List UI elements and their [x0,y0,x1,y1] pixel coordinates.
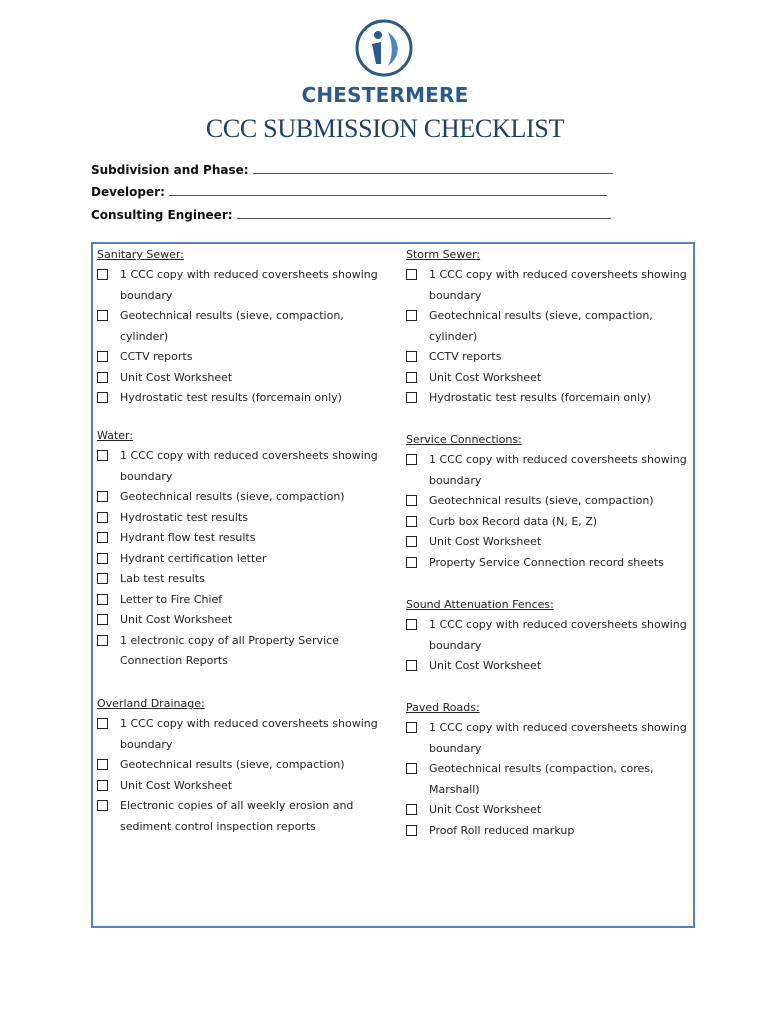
checklist-item-label: Geotechnical results (sieve, compaction) [429,494,654,507]
checkbox[interactable] [406,351,417,362]
checklist-item-label: Geotechnical results (sieve, compaction, cylinder) [429,309,653,343]
checklist-item-label: Property Service Connection record sheets [429,555,664,569]
checkbox[interactable] [97,635,108,646]
checklist-item-label: Hydrostatic test results (forcemain only) [429,391,651,404]
checklist-item [406,512,691,533]
checkbox[interactable] [97,532,108,543]
section-storm-sewer [406,245,691,409]
checkbox[interactable] [97,594,108,605]
checkbox[interactable] [97,780,108,791]
section-title: Sound Attenuation Fences: [406,598,554,611]
checklist-item-label: Electronic copies of all weekly erosion and sediment control inspection reports [120,799,354,833]
checklist-item [97,306,387,347]
checklist-item [97,796,387,837]
checkbox[interactable] [97,614,108,625]
checklist-item-label: Geotechnical results (sieve, compaction) [120,490,345,503]
checklist-item-label: Hydrostatic test results (forcemain only) [120,391,342,404]
checklist-item [97,388,387,409]
section-title: Sanitary Sewer: [97,248,184,261]
checklist-item-label: Geotechnical results (sieve, compaction, cylinder) [120,309,344,343]
checkbox[interactable] [406,557,417,568]
checklist-item-label: Unit Cost Worksheet [120,613,233,626]
checklist-item-label: Geotechnical results (compaction, cores, Marshall) [429,762,654,796]
checkbox[interactable] [97,450,108,461]
checklist-item-label: Unit Cost Worksheet [120,778,233,792]
checklist-item [97,487,387,508]
checklist-item-label: 1 CCC copy with reduced coversheets showing boundary [429,453,687,487]
checklist-item-label: 1 CCC copy with reduced coversheets showing boundary [429,721,687,755]
checklist-item [97,368,387,389]
checkbox[interactable] [406,392,417,403]
brand-name: CHESTERMERE [301,83,469,107]
checkbox[interactable] [406,763,417,774]
checklist-item-label: Unit Cost Worksheet [120,370,233,384]
checklist-item [406,759,691,800]
subdivision-field [91,161,613,177]
section-title: Overland Drainage: [97,697,205,710]
checkbox[interactable] [406,804,417,815]
section-title: Storm Sewer: [406,248,481,261]
checkbox[interactable] [97,491,108,502]
checklist-item [406,491,691,512]
checkbox[interactable] [406,536,417,547]
checklist-item-label: 1 electronic copy of all Property Service Connection Reports [120,633,339,667]
checklist-item-label: 1 CCC copy with reduced coversheets showing boundary [429,268,687,302]
checkbox[interactable] [406,825,417,836]
checklist-item [406,656,691,677]
checklist-item [97,776,387,797]
checklist-item-label: Unit Cost Worksheet [429,659,542,672]
checkbox[interactable] [406,495,417,506]
checkbox[interactable] [406,660,417,671]
checklist-item-label: Proof Roll reduced markup [429,823,575,837]
section-overland-drainage [97,694,387,837]
developer-input-line[interactable] [169,183,607,196]
consultant-field [91,206,611,222]
checkbox[interactable] [406,722,417,733]
checklist-item [406,718,691,759]
checkbox[interactable] [97,512,108,523]
checklist-item [97,265,387,306]
checklist-item [97,631,387,672]
checklist-item-label: Hydrostatic test results [120,510,248,524]
section-title: Paved Roads: [406,701,480,714]
checklist-item-label: Unit Cost Worksheet [429,370,542,384]
checkbox[interactable] [97,392,108,403]
checklist-item [97,569,387,590]
section-sanitary-sewer [97,245,387,409]
checklist-item [97,714,387,755]
checkbox[interactable] [97,573,108,584]
checklist-item-label: Letter to Fire Chief [120,592,223,606]
consultant-input-line[interactable] [237,206,611,219]
checkbox[interactable] [97,351,108,362]
checklist-item [97,347,387,368]
subdivision-label: Subdivision and Phase: [91,163,249,177]
checkbox[interactable] [406,310,417,321]
checkbox[interactable] [406,372,417,383]
checklist-item [97,610,387,631]
checkbox[interactable] [406,619,417,630]
checklist-item [97,528,387,549]
checklist-item-label: Unit Cost Worksheet [429,803,542,816]
checklist-item [406,450,691,491]
checklist-item-label: Hydrant certification letter [120,551,267,565]
section-service-connections [406,430,691,573]
subdivision-input-line[interactable] [253,161,613,174]
developer-label: Developer: [91,185,165,199]
checklist-item [97,508,387,529]
section-title: Water: [97,429,134,442]
checkbox[interactable] [97,718,108,729]
checklist-item [406,347,691,368]
checklist-item-label: Hydrant flow test results [120,531,256,544]
checklist-item-label: Lab test results [120,572,205,585]
checklist-item [97,755,387,776]
checklist-item [97,446,387,487]
chestermere-logo-icon [354,18,414,78]
checklist-item [406,615,691,656]
checklist-item [97,590,387,611]
section-title: Service Connections: [406,433,522,446]
checklist-item-label: 1 CCC copy with reduced coversheets showing boundary [120,268,378,302]
section-paved-roads [406,698,691,841]
checklist-item [97,549,387,570]
checkbox[interactable] [406,454,417,465]
checkbox[interactable] [97,800,108,811]
checkbox[interactable] [406,269,417,280]
section-sound-attenuation-fences [406,595,691,677]
checkbox[interactable] [97,269,108,280]
checklist-item-label: 1 CCC copy with reduced coversheets showing boundary [120,449,378,483]
checklist-item-label: Unit Cost Worksheet [429,535,542,548]
checklist-item [406,388,691,409]
checklist-item-label: 1 CCC copy with reduced coversheets showing boundary [429,618,687,652]
checkbox[interactable] [97,372,108,383]
checklist-item [406,306,691,347]
checklist-item [406,368,691,389]
checklist-item-label: CCTV reports [429,350,502,363]
checklist-item-label: Geotechnical results (sieve, compaction) [120,758,345,771]
checklist-item [406,265,691,306]
checklist-item-label: 1 CCC copy with reduced coversheets showing boundary [120,717,378,751]
checklist-item-label: Curb box Record data (N, E, Z) [429,514,598,528]
checklist-item [406,553,691,574]
checkbox[interactable] [97,310,108,321]
developer-field [91,183,607,199]
checklist-item-label: CCTV reports [120,350,193,363]
checkbox[interactable] [97,553,108,564]
checklist-item [406,532,691,553]
consultant-label: Consulting Engineer: [91,208,233,222]
section-water [97,426,387,672]
checkbox[interactable] [406,516,417,527]
page-title: CCC SUBMISSION CHECKLIST [205,114,565,143]
checklist-item [406,800,691,821]
checklist-item [406,821,691,842]
checkbox[interactable] [97,759,108,770]
